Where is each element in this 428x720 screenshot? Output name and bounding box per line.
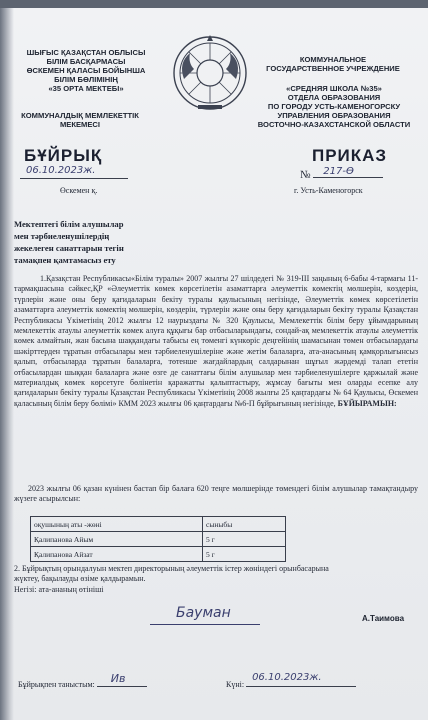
table-header-cell: оқушының аты -жөні	[31, 517, 203, 532]
ack-line	[97, 672, 147, 687]
header-right-line: КОММУНАЛЬНОЕ	[299, 55, 367, 64]
date-handwritten: 06.10.2023ж.	[26, 165, 96, 176]
header-left-line: БІЛІМ БАСҚАРМАСЫ	[46, 57, 126, 66]
director-name: А.Таимова	[362, 614, 405, 623]
table-cell-class: 5 г	[203, 547, 286, 562]
order-paragraph-2	[14, 484, 418, 505]
header-right-line: «СРЕДНЯЯ ШКОЛА №35»	[286, 84, 382, 93]
paragraph-2b-text: тамақтандыру жүзеге асырылсын:	[14, 484, 418, 504]
table-cell-name: Қалипанова Айзат	[31, 547, 203, 562]
basis-text: Негізі: ата-ананың өтініші	[14, 584, 104, 594]
number-line	[313, 166, 383, 178]
subject-line: жекелеген санаттарын тегін	[14, 243, 124, 253]
order-word: БҰЙЫРАМЫН:	[337, 398, 397, 408]
header-left-line: МЕКЕМЕСІ	[59, 120, 101, 129]
order-title-kz: БҰЙРЫҚ	[24, 146, 103, 165]
header-right-line: ОТДЕЛА ОБРАЗОВАНИЯ	[287, 93, 381, 102]
ack-label: Бұйрықпен таныстым:	[18, 680, 95, 689]
header-left-line: ӨСКЕМЕН ҚАЛАСЫ БОЙЫНША	[26, 66, 146, 75]
header-left-line: ШЫҒЫС ҚАЗАҚСТАН ОБЛЫСЫ	[26, 48, 146, 57]
order-paragraph-3	[14, 564, 418, 595]
table-header-row	[31, 517, 286, 532]
header-left-line: БІЛІМ БӨЛІМІНІҢ	[54, 75, 118, 84]
date-line	[20, 166, 128, 179]
header-left-line: КОММУНАЛДЫҚ МЕМЛЕКЕТТІК	[21, 111, 139, 120]
order-number	[300, 166, 390, 181]
ack-date	[226, 672, 426, 689]
table-cell-class: 5 г	[203, 532, 286, 547]
students-table	[30, 516, 286, 562]
header-right-line: ГОСУДАРСТВЕННОЕ УЧРЕЖДЕНИЕ	[266, 64, 400, 73]
header-right-line: ПО ГОРОДУ УСТЬ-КАМЕНОГОРСКУ	[267, 102, 401, 111]
subject-line: Мектептегі білім алушылар	[14, 219, 124, 229]
table-header-cell: сыныбы	[203, 517, 286, 532]
header-right-ru-2	[244, 84, 424, 129]
day-line	[246, 672, 356, 687]
order-paragraph-1	[14, 274, 418, 409]
subject-line: мен тәрбиеленушілердің	[14, 231, 110, 241]
paragraph-2-text: 2023 жылғы 06 қазан күнінен бастап бір балаға 620 теңге мөлшерінде төмендегі білім алушылар	[28, 484, 367, 493]
subject-line: тамақпен қамтамасыз ету	[14, 255, 116, 265]
state-emblem-icon	[170, 33, 250, 113]
table-cell-name: Қалипанова Айым	[31, 532, 203, 547]
header-right-line: УПРАВЛЕНИЯ ОБРАЗОВАНИЯ	[277, 111, 391, 120]
city-ru: г. Усть-Каменогорск	[294, 186, 363, 195]
table-row	[31, 532, 286, 547]
header-right-line: ВОСТОЧНО-КАЗАХСТАНСКОЙ ОБЛАСТИ	[257, 120, 411, 129]
day-label: Күні:	[226, 680, 245, 689]
header-left-line: «35 ОРТА МЕКТЕБІ»	[48, 84, 124, 93]
director-signature: Бауман	[176, 605, 231, 621]
signature-stroke	[150, 624, 260, 625]
table-row	[31, 547, 286, 562]
document-sheet	[0, 8, 428, 720]
order-title-ru: ПРИКАЗ	[312, 146, 388, 165]
header-right-ru	[248, 55, 418, 73]
day-handwritten: 06.10.2023ж.	[252, 672, 322, 683]
acknowledgement	[18, 672, 188, 689]
header-left-kz-2	[10, 111, 150, 129]
paragraph-3b-text: жүктеу, бақылауды өзіме қалдырамын.	[14, 574, 146, 584]
paragraph-3-text: 2. Бұйрықтың орындалуын мектеп директорының әлеуметтік істер жөніндегі орынбасарына	[14, 564, 329, 573]
number-handwritten: 217-Ө	[323, 166, 354, 177]
paragraph-1-text: 1.Қазақстан Республикасы«Білім туралы» 2007 жылғы 27 шілдедегі № 319-ІІІ заңының 6-бабы 4-тармағы 11-тармақшасына сәйкес,ҚР «Әлеуметтік көмек көрсетілетін азаматтарға әлеуметтік көмектің мөлшерін, көздерін, түрлерін және оны беру қағидаларын бекіту туралы қаулысының негізінде, Әлеуметтік көмек көрсетілетін азаматтарға әлеуметтік көмектің мөлшерін, көздерін, түрлерін және оны беру қағидаларын бекіту туралы Қазақстан Республикасы Үкіметінің 2012 жылғы 12 наурыздағы № 320 Қаулысы, Мемлекеттік білім беру ұйымдарының мемлекеттік атаулы әлеуметтік көмек алуға құқығы бар отбасыларындағы, сондай-ақ мемлекеттік атаулы әлеуметтік көмек алмайтын, жан басына шаққандағы табысы ең төменгі күнкөріс деңгейінің шамасынан төмен отбасылардағы шәкірттерден тұратын отбасылары мен тәрбиеленушілеріне және жетім балаларға, ата-анасының қамқорлығынсыз қалып, отбасыларда тұратын балаларға, төтенше жағдайлардың салдарынан шұғыл жәрдемді талап ететін отбасылардан шыққан балаларға және өзге де санаттағы білім алушылар мен тәрбиеленушілерге қаржылай және материалдық көмек көрсетуге бөлінетін қаражатты қалыптастыру, жұмсау бағыты мен оларды есепке алу қағидаларын бекіту туралы Қазақстан Республикасы Үкіметінің 2008 жылғы 25 қаңтардағы № 64 Қаулысы, Өскемен қаласының білім беру бөлімі» КММ 2023 жылғы 06 қаңтардағы №6-П бұйрығының негізінде,	[14, 274, 418, 408]
header-left-kz	[16, 48, 156, 93]
number-prefix: №	[300, 169, 311, 181]
city-kz: Өскемен қ.	[60, 186, 98, 195]
ack-handwritten: Ив	[110, 672, 126, 685]
order-subject	[14, 218, 214, 266]
